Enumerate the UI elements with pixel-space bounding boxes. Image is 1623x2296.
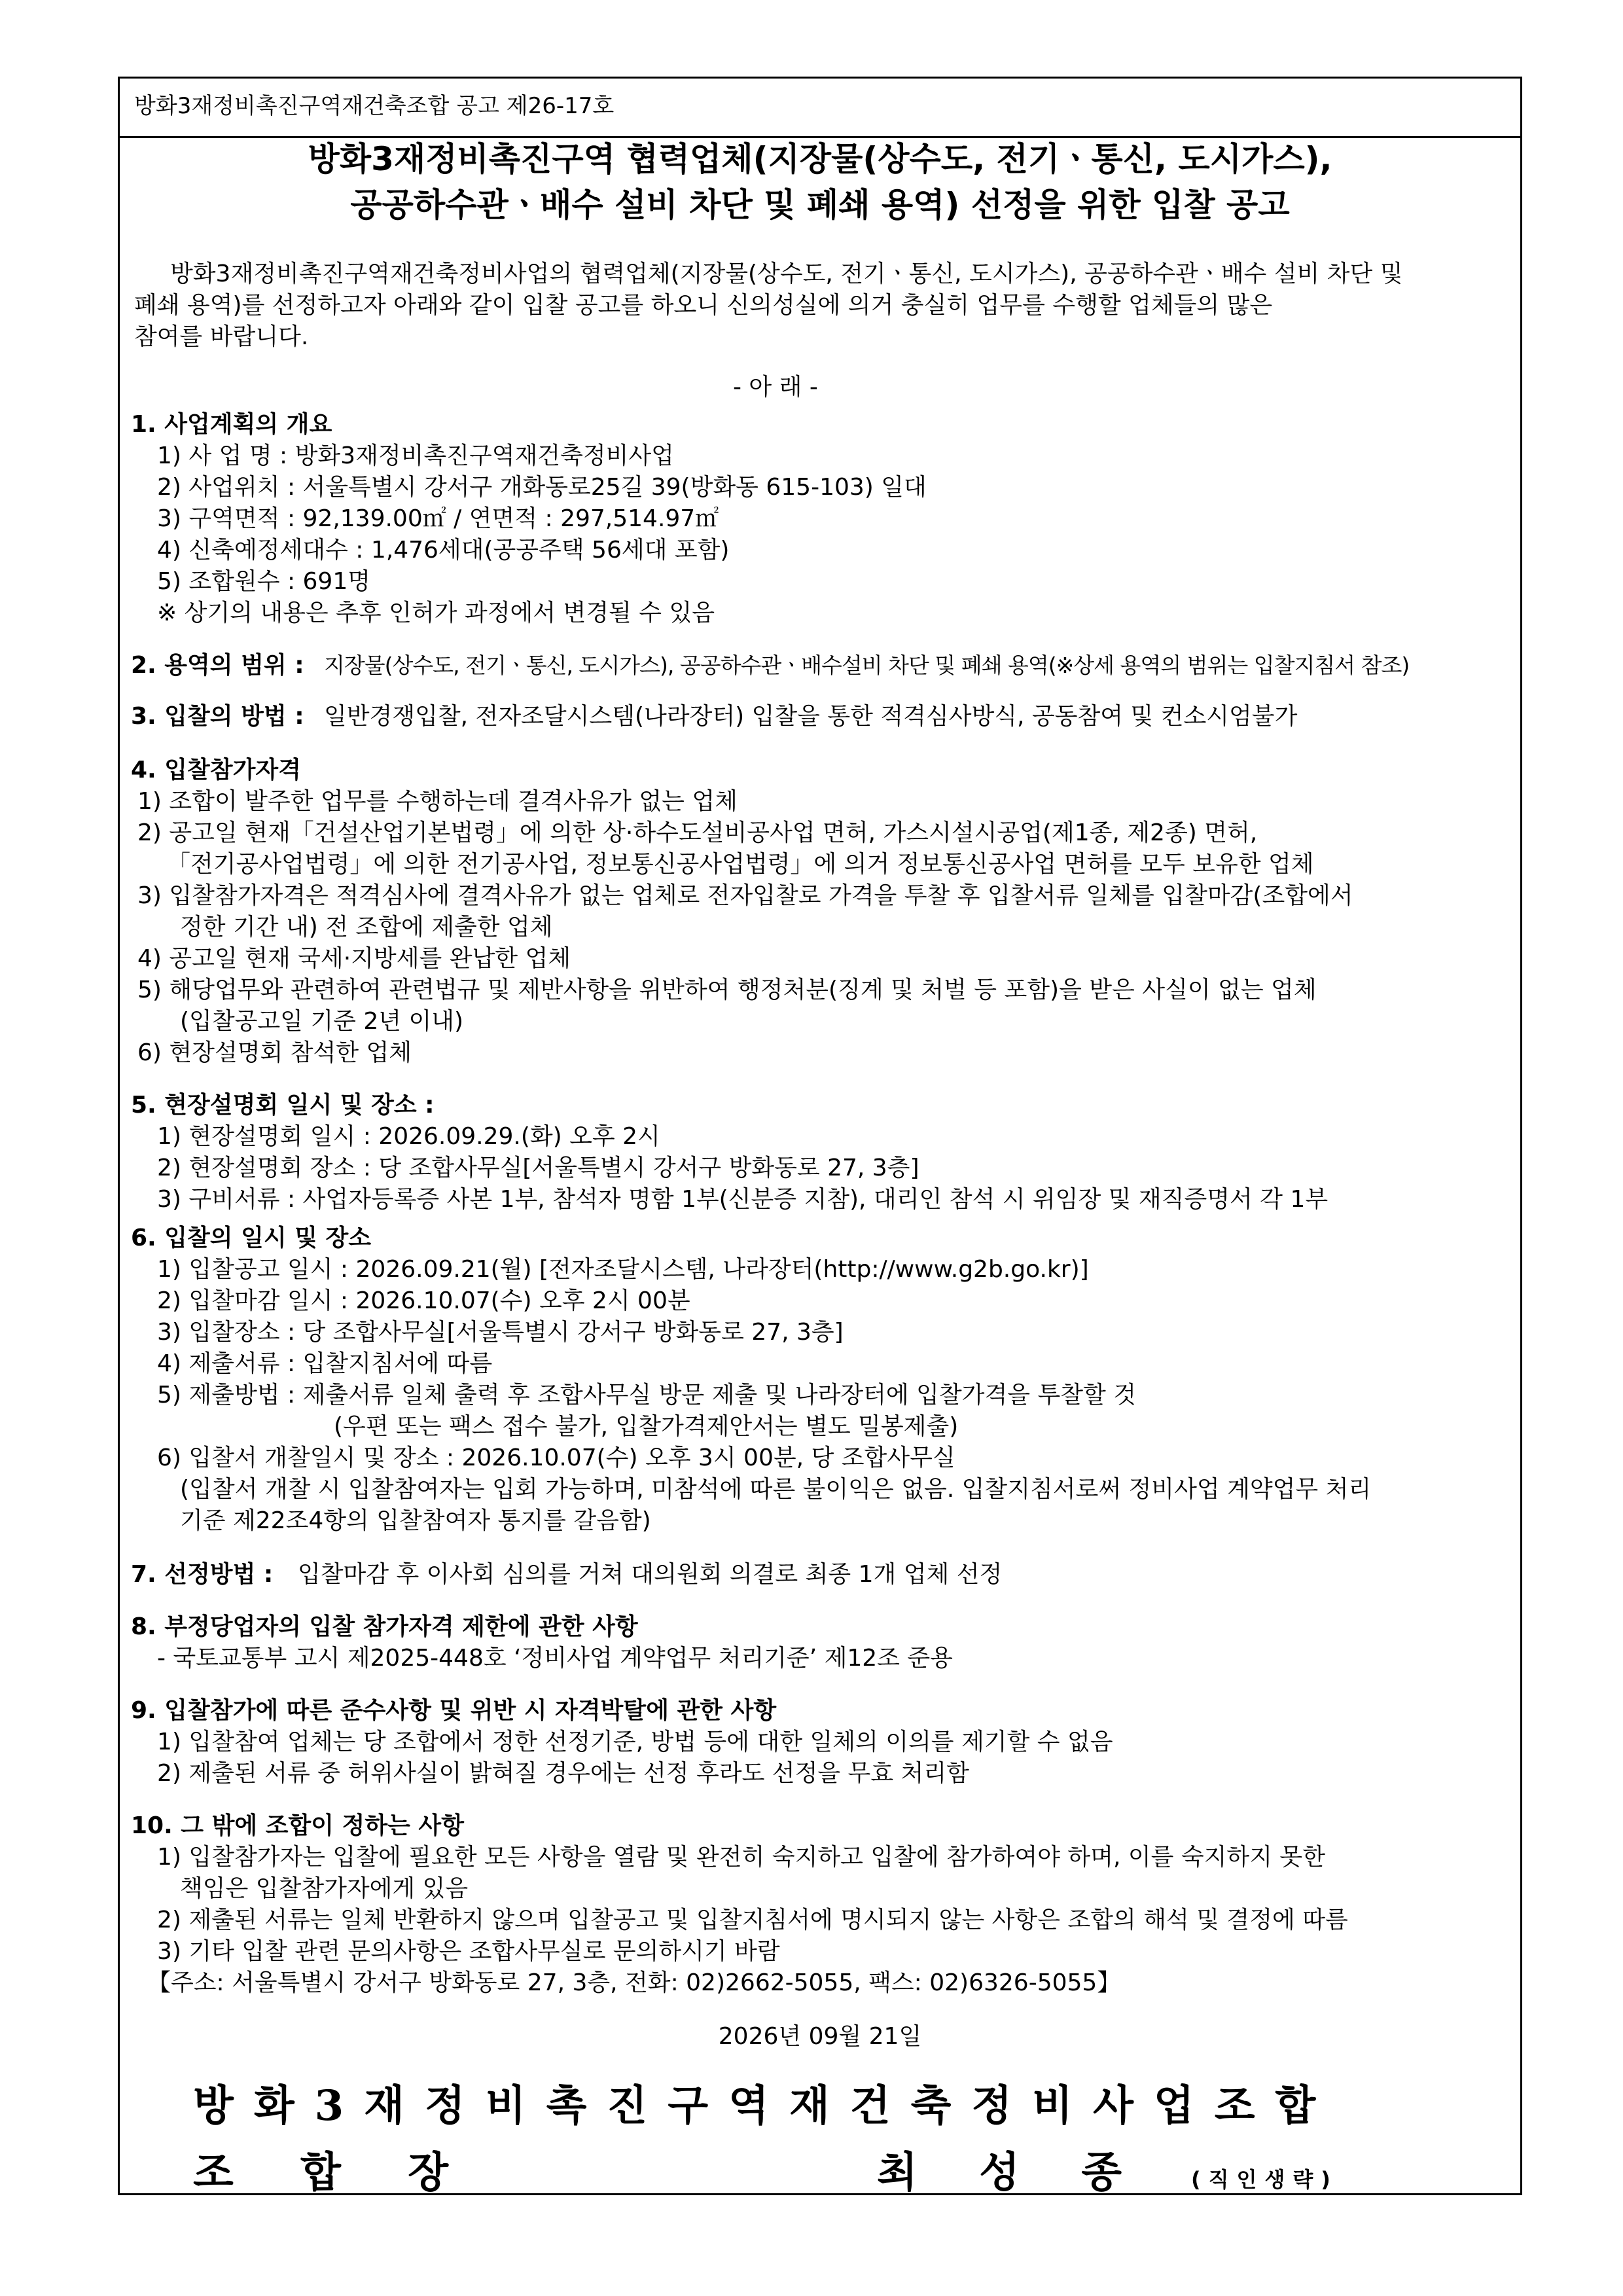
title-line-2: 공공하수관ㆍ배수 설비 차단 및 폐쇄 용역) 선정을 위한 입찰 공고: [350, 186, 1290, 224]
section-6-line: 2) 입찰마감 일시 : 2026.10.07(수) 오후 2시 00분: [157, 1287, 690, 1314]
separator: - 아 래 -: [733, 374, 818, 401]
intro-line-3: 참여를 바랍니다.: [134, 323, 309, 350]
section-5-heading: 5. 현장설명회 일시 및 장소 :: [131, 1092, 435, 1119]
section-4-line: 5) 해당업무와 관련하여 관련법규 및 제반사항을 위반하여 행정처분(징계 및 처벌 등 포함)을 받은 사실이 없는 업체: [137, 977, 1317, 1003]
section-10-line: 3) 기타 입찰 관련 문의사항은 조합사무실로 문의하시기 바람: [157, 1938, 780, 1965]
section-7-heading: 7. 선정방법 :: [131, 1561, 274, 1588]
section-4-line: 3) 입찰참가자격은 적격심사에 결격사유가 없는 업체로 전자입찰로 가격을 투찰 후 입찰서류 일체를 입찰마감(조합에서: [137, 882, 1353, 909]
section-1-line: 4) 신축예정세대수 : 1,476세대(공공주택 56세대 포함): [157, 537, 730, 564]
section-6-line: 기준 제22조4항의 입찰참여자 통지를 갈음함): [180, 1507, 651, 1534]
section-1-heading: 1. 사업계획의 개요: [131, 411, 332, 438]
section-8-heading: 8. 부정당업자의 입찰 참가자격 제한에 관한 사항: [131, 1613, 638, 1640]
section-6-line: 1) 입찰공고 일시 : 2026.09.21(월) [전자조달시스템, 나라장터(http://www.g2b.go.kr)]: [157, 1256, 1089, 1283]
section-2-heading: 2. 용역의 범위 :: [131, 652, 304, 679]
section-10-line: 2) 제출된 서류는 일체 반환하지 않으며 입찰공고 및 입찰지침서에 명시되지 않는 사항은 조합의 해석 및 결정에 따름: [157, 1907, 1348, 1933]
title-line-1: 방화3재정비촉진구역 협력업체(지장물(상수도, 전기ㆍ통신, 도시가스),: [308, 140, 1332, 178]
section-9-line: 2) 제출된 서류 중 허위사실이 밝혀질 경우에는 선정 후라도 선정을 무효 처리함: [157, 1760, 969, 1787]
intro-line-2: 폐쇄 용역)를 선정하고자 아래와 같이 입찰 공고를 하오니 신의성실에 의거 충실히 업무를 수행할 업체들의 많은: [134, 292, 1273, 319]
section-6-line: 3) 입찰장소 : 당 조합사무실[서울특별시 강서구 방화동로 27, 3층]: [157, 1319, 844, 1346]
section-10-line: 책임은 입찰참가자에게 있음: [180, 1875, 469, 1902]
contact-info: 【주소: 서울특별시 강서구 방화동로 27, 3층, 전화: 02)2662-5055, 팩스: 02)6326-5055】: [147, 1969, 1121, 1996]
section-9-heading: 9. 입찰참가에 따른 준수사항 및 위반 시 자격박탈에 관한 사항: [131, 1697, 777, 1724]
section-6-line: 6) 입찰서 개찰일시 및 장소 : 2026.10.07(수) 오후 3시 00분, 당 조합사무실: [157, 1444, 955, 1471]
section-4-heading: 4. 입찰참가자격: [131, 757, 301, 783]
section-6-heading: 6. 입찰의 일시 및 장소: [131, 1225, 372, 1251]
notice-date: 2026년 09월 21일: [718, 2023, 922, 2050]
section-2-text: 지장물(상수도, 전기ㆍ통신, 도시가스), 공공하수관ㆍ배수설비 차단 및 폐쇄 용역(※상세 용역의 범위는 입찰지침서 참조): [324, 653, 1410, 678]
section-3-text: 일반경쟁입찰, 전자조달시스템(나라장터) 입찰을 통한 적격심사방식, 공동참여 및 컨소시엄불가: [324, 703, 1298, 730]
section-6-line: 4) 제출서류 : 입찰지침서에 따름: [157, 1350, 493, 1377]
section-4-line: 1) 조합이 발주한 업무를 수행하는데 결격사유가 없는 업체: [137, 788, 738, 815]
signature-organization: 방화3재정비촉진구역재건축정비사업조합: [193, 2081, 1336, 2130]
signature-name: 최 성 종: [877, 2148, 1146, 2197]
section-1-line: 5) 조합원수 : 691명: [157, 568, 371, 595]
section-5-line: 2) 현장설명회 장소 : 당 조합사무실[서울특별시 강서구 방화동로 27, 3층]: [157, 1155, 919, 1181]
section-8-line: - 국토교통부 고시 제2025-448호 ‘정비사업 계약업무 처리기준’ 제12조 준용: [157, 1645, 953, 1672]
section-7-text: 입찰마감 후 이사회 심의를 거쳐 대의원회 의결로 최종 1개 업체 선정: [298, 1561, 1003, 1588]
section-4-line: (입찰공고일 기준 2년 이내): [180, 1008, 464, 1035]
section-3-heading: 3. 입찰의 방법 :: [131, 703, 304, 730]
section-4-line: 2) 공고일 현재「건설산업기본법령」에 의한 상·하수도설비공사업 면허, 가스시설시공업(제1종, 제2종) 면허,: [137, 819, 1258, 846]
header-divider: [118, 136, 1522, 138]
seal-omitted-note: (직인생략): [1191, 2167, 1338, 2192]
section-4-line: 4) 공고일 현재 국세·지방세를 완납한 업체: [137, 945, 571, 972]
section-4-line: 「전기공사업법령」에 의한 전기공사업, 정보통신공사업법령」에 의거 정보통신공사업 면허를 모두 보유한 업체: [167, 851, 1314, 878]
signature-role: 조 합 장: [193, 2148, 475, 2197]
section-6-line: (우편 또는 팩스 접수 불가, 입찰가격제안서는 별도 밀봉제출): [334, 1413, 959, 1440]
section-5-line: 3) 구비서류 : 사업자등록증 사본 1부, 참석자 명함 1부(신분증 지참), 대리인 참석 시 위임장 및 재직증명서 각 1부: [157, 1186, 1329, 1213]
notice-number: 방화3재정비촉진구역재건축조합 공고 제26-17호: [134, 93, 615, 119]
section-4-line: 정한 기간 내) 전 조합에 제출한 업체: [180, 914, 553, 941]
section-9-line: 1) 입찰참여 업체는 당 조합에서 정한 선정기준, 방법 등에 대한 일체의 이의를 제기할 수 없음: [157, 1729, 1113, 1755]
section-1-note: ※ 상기의 내용은 추후 인허가 과정에서 변경될 수 있음: [157, 600, 715, 626]
section-1-line: 3) 구역면적 : 92,139.00㎡ / 연면적 : 297,514.97㎡: [157, 505, 719, 532]
section-5-line: 1) 현장설명회 일시 : 2026.09.29.(화) 오후 2시: [157, 1123, 660, 1150]
section-6-line: (입찰서 개찰 시 입찰참여자는 입회 가능하며, 미참석에 따른 불이익은 없음. 입찰지침서로써 정비사업 계약업무 처리: [180, 1476, 1372, 1503]
section-1-line: 2) 사업위치 : 서울특별시 강서구 개화동로25길 39(방화동 615-103) 일대: [157, 474, 927, 501]
section-1-line: 1) 사 업 명 : 방화3재정비촉진구역재건축정비사업: [157, 442, 674, 469]
intro-line-1: 방화3재정비촉진구역재건축정비사업의 협력업체(지장물(상수도, 전기ㆍ통신, 도시가스), 공공하수관ㆍ배수 설비 차단 및: [170, 260, 1403, 287]
section-10-heading: 10. 그 밖에 조합이 정하는 사항: [131, 1812, 464, 1839]
section-6-line: 5) 제출방법 : 제출서류 일체 출력 후 조합사무실 방문 제출 및 나라장터에 입찰가격을 투찰할 것: [157, 1382, 1136, 1408]
section-10-line: 1) 입찰참가자는 입찰에 필요한 모든 사항을 열람 및 완전히 숙지하고 입찰에 참가하여야 하며, 이를 숙지하지 못한: [157, 1844, 1325, 1871]
section-4-line: 6) 현장설명회 참석한 업체: [137, 1039, 412, 1066]
